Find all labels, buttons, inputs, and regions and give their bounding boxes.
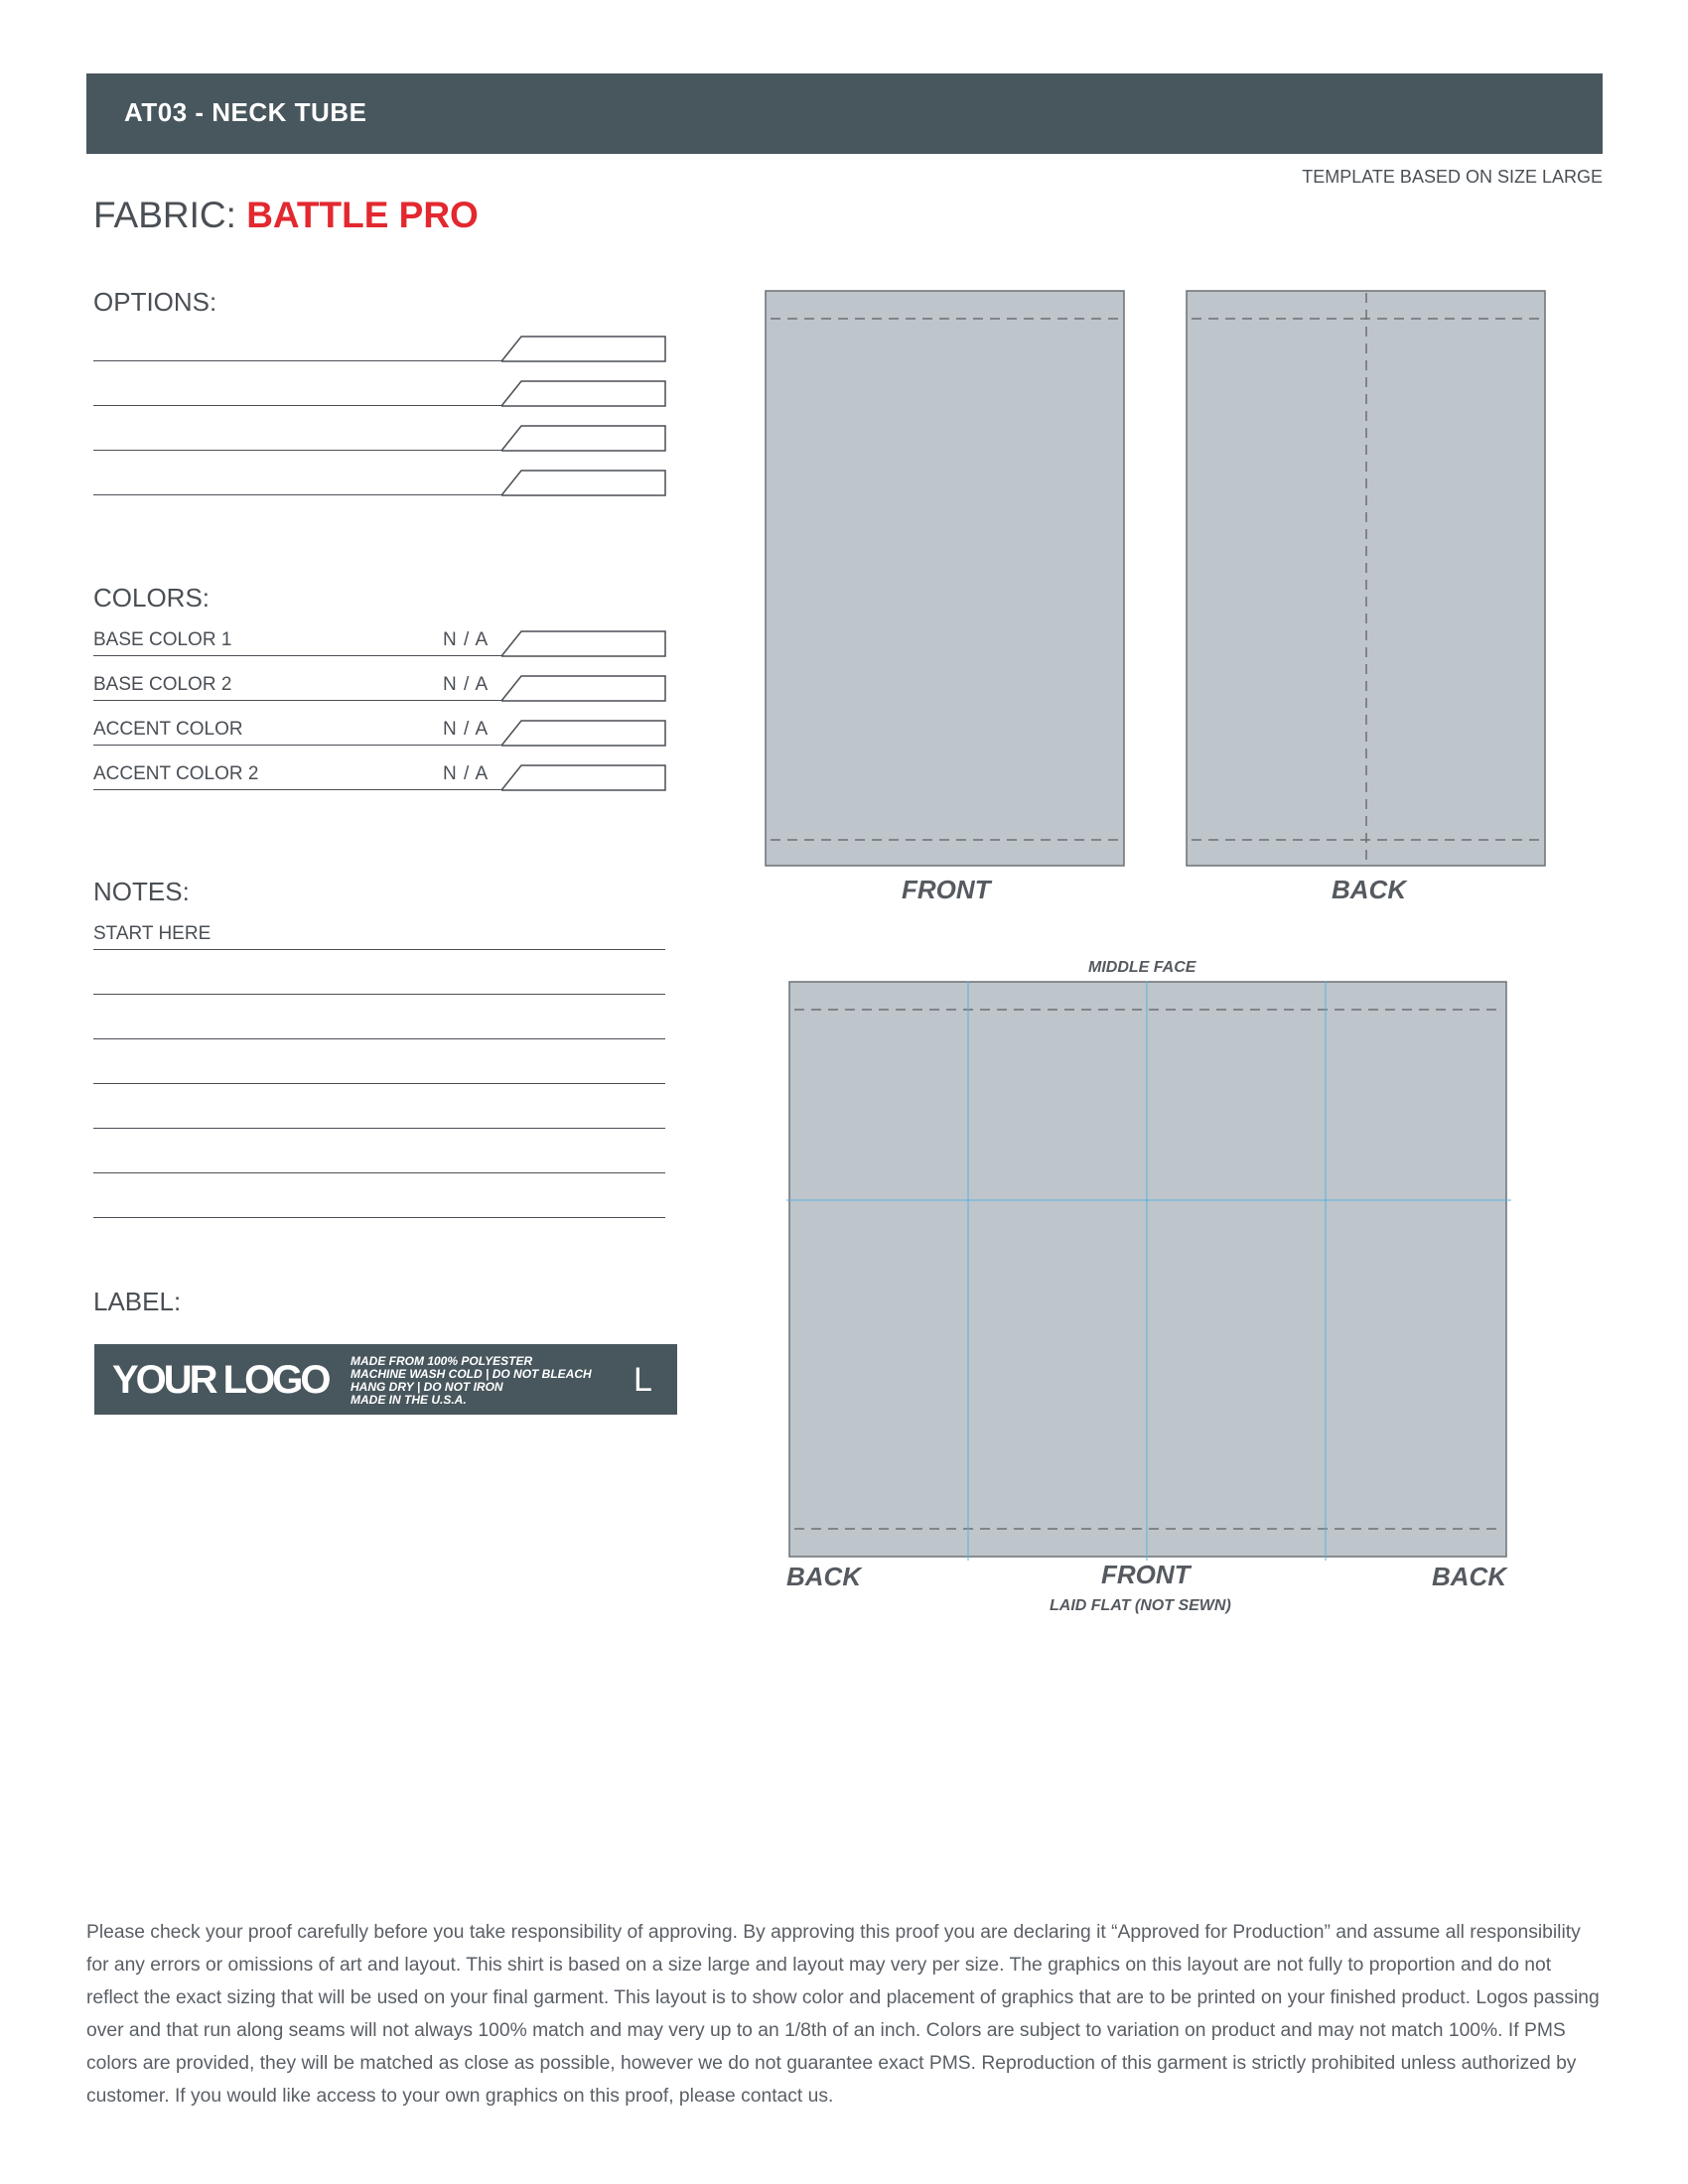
- care-line: MADE FROM 100% POLYESTER: [351, 1354, 533, 1368]
- color-row-line: [93, 700, 502, 701]
- color-swatch-tab[interactable]: [501, 630, 665, 658]
- option-tab[interactable]: [501, 470, 665, 497]
- label-title: LABEL:: [93, 1287, 182, 1316]
- color-row-label: ACCENT COLOR: [93, 719, 243, 740]
- flat-back-right-label: BACK: [1432, 1562, 1507, 1591]
- color-row-value: N / A: [443, 674, 490, 695]
- front-panel-label: FRONT: [902, 875, 991, 904]
- back-panel-label: BACK: [1332, 875, 1407, 904]
- disclaimer-text: Please check your proof carefully before you take responsibility of approving. By approving this proof you are declaring it “Approved for Production” and assume all responsibility for any errors or omissions of art and layout. This shirt is based on a size large and layout may very per size. The graphics on this layout are not fully to proportion and do not reflect the exact sizing that will be used on your final garment. This layout is to show color and placement of graphics that are to be printed on your finished product. Logos passing over and that run along seams will not always 100% match and may very up to an 1/8th of an inch. Colors are subject to variation on product and may not match 100%. If PMS colors are provided, they will be matched as close as possible, however we do not guarantee exact PMS. Reproduction of this garment is strictly prohibited unless authorized by customer. If you would like access to your own graphics on this proof, please contact us.: [86, 1922, 1600, 2107]
- flat-back-left-label: BACK: [786, 1562, 862, 1591]
- label-size: L: [633, 1361, 652, 1399]
- back-panel: [1186, 290, 1547, 868]
- notes-line[interactable]: [93, 949, 665, 950]
- template-note: TEMPLATE BASED ON SIZE LARGE: [1302, 167, 1603, 187]
- page-title: AT03 - NECK TUBE: [124, 97, 367, 127]
- option-line: [93, 494, 502, 495]
- options-title: OPTIONS:: [93, 287, 217, 317]
- colors-title: COLORS:: [93, 583, 211, 613]
- laid-flat-label: LAID FLAT (NOT SEWN): [1050, 1597, 1231, 1614]
- color-row-value: N / A: [443, 629, 490, 650]
- color-swatch-tab[interactable]: [501, 675, 665, 703]
- option-tab[interactable]: [501, 336, 665, 363]
- notes-line[interactable]: [93, 1128, 665, 1129]
- header-bar: [86, 73, 1603, 154]
- color-swatch-tab[interactable]: [501, 764, 665, 792]
- color-row-value: N / A: [443, 763, 490, 784]
- care-line: MACHINE WASH COLD | DO NOT BLEACH: [351, 1367, 592, 1381]
- flat-front-label: FRONT: [1101, 1560, 1191, 1589]
- care-line: MADE IN THE U.S.A.: [351, 1393, 467, 1407]
- color-row-label: BASE COLOR 1: [93, 629, 232, 650]
- fabric-line: [93, 195, 479, 236]
- notes-line[interactable]: [93, 994, 665, 995]
- notes-line[interactable]: [93, 1038, 665, 1039]
- color-row-label: ACCENT COLOR 2: [93, 763, 259, 784]
- notes-title: NOTES:: [93, 877, 190, 906]
- label-logo: YOUR LOGO: [112, 1358, 329, 1402]
- option-tab[interactable]: [501, 425, 665, 453]
- fabric-label: FABRIC:: [93, 195, 236, 235]
- option-line: [93, 360, 502, 361]
- fabric-value: BATTLE PRO: [246, 195, 479, 235]
- laid-flat-panel: [786, 981, 1511, 1572]
- option-tab[interactable]: [501, 380, 665, 408]
- color-row-line: [93, 789, 502, 790]
- label-care-text: [351, 1355, 592, 1407]
- option-line: [93, 405, 502, 406]
- option-line: [93, 450, 502, 451]
- notes-line[interactable]: [93, 1172, 665, 1173]
- care-line: HANG DRY | DO NOT IRON: [351, 1380, 503, 1394]
- garment-label: [94, 1344, 677, 1415]
- middle-face-label: MIDDLE FACE: [1088, 959, 1196, 976]
- color-row-value: N / A: [443, 719, 490, 740]
- notes-line[interactable]: [93, 1083, 665, 1084]
- color-swatch-tab[interactable]: [501, 720, 665, 748]
- notes-start-label: START HERE: [93, 923, 211, 944]
- color-row-label: BASE COLOR 2: [93, 674, 232, 695]
- notes-line[interactable]: [93, 1217, 665, 1218]
- color-row-line: [93, 745, 502, 746]
- color-row-line: [93, 655, 502, 656]
- front-panel: [765, 290, 1126, 868]
